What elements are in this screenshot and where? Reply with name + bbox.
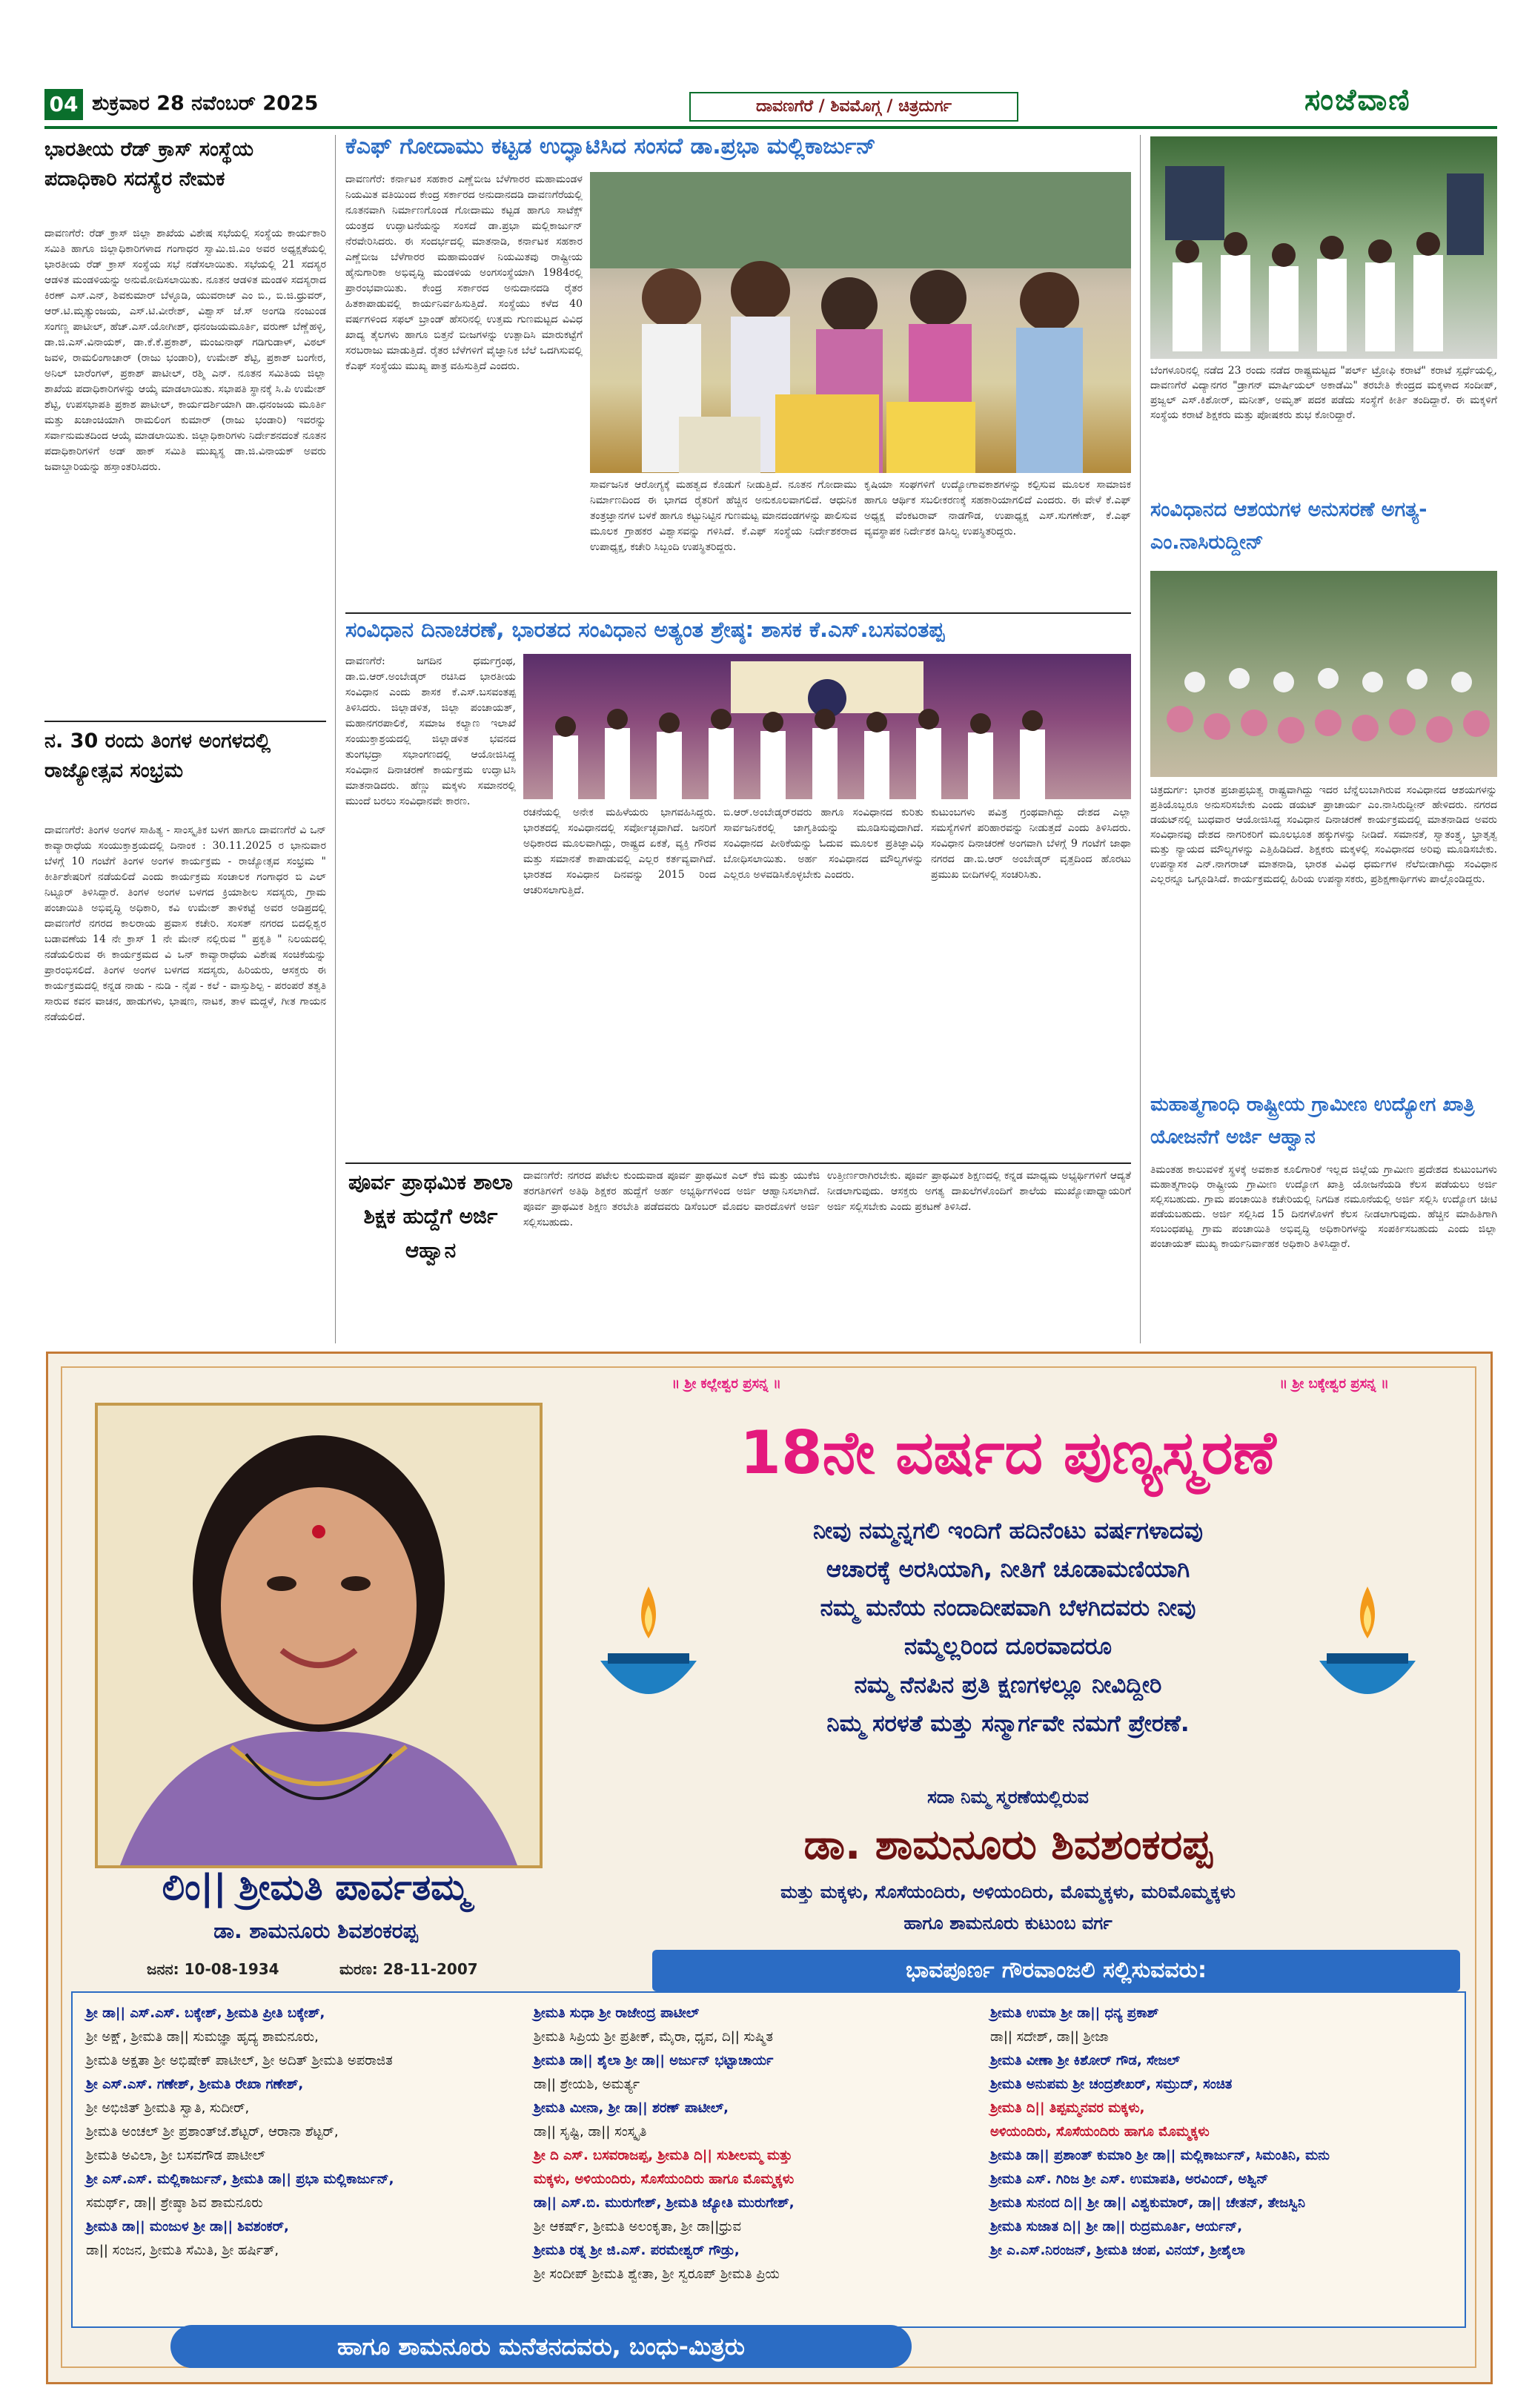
- tribute-column-1: [86, 2002, 523, 2313]
- deceased-spouse: ಡಾ. ಶಾಮನೂರು ಶಿವಶಂಕರಪ್ಪ: [213, 1919, 418, 1943]
- divider: [345, 612, 1131, 614]
- tribute-line: ಶ್ರೀಮತಿ ಮೀನಾ, ಶ್ರೀ ಡಾ|| ಶರಣ್ ಪಾಟೀಲ್,: [534, 2100, 729, 2116]
- lamp-left-icon: [593, 1572, 704, 1720]
- poem-line: ನಿಮ್ಮ ಸರಳತೆ ಮತ್ತು ಸನ್ಮಾರ್ಗವೇ ನಮಗೆ ಪ್ರೇರಣೆ.: [826, 1710, 1190, 1737]
- family-line-2: ಹಾಗೂ ಶಾಮನೂರು ಕುಟುಂಬ ವರ್ಗ: [903, 1913, 1112, 1934]
- karate-photo: [1150, 136, 1497, 359]
- constitution-day-photo: [523, 654, 1131, 799]
- tribute-line: ಶ್ರೀಮತಿ ರತ್ನ ಶ್ರೀ ಜಿ.ಎಸ್. ಪರಮೇಶ್ವರ್ ಗೌಡ್ರು,: [534, 2243, 740, 2258]
- deceased-name: ಲಿಂ|| ಶ್ರೀಮತಿ ಪಾರ್ವತಮ್ಮ: [162, 1867, 470, 1908]
- stage-illustration: [523, 654, 1131, 799]
- tribute-line: ಶ್ರೀಮತಿ ಉಮಾ ಶ್ರೀ ಡಾ|| ಧನ್ಯ ಪ್ರಕಾಶ್: [990, 2005, 1159, 2021]
- headline-red-cross: ಭಾರತೀಯ ರೆಡ್ ಕ್ರಾಸ್ ಸಂಸ್ಥೆಯ ಪದಾಧಿಕಾರಿ ಸದಸ್ಯೆರ ನೇಮಕ: [44, 138, 254, 191]
- tribute-column-3: [990, 2002, 1456, 2313]
- tribute-line: ಸಮರ್ಥ್, ಡಾ|| ಶ್ರೇಷ್ಠಾ ಶಿವ ಶಾಮನೂರು: [86, 2195, 263, 2211]
- portrait: [98, 1406, 540, 1865]
- karate-caption: ಬೆಂಗಳೂರಿನಲ್ಲಿ ನಡೆದ 23 ರಂದು ನಡೆದ ರಾಷ್ಟ್ರಮಟ್ಟದ "ಪರ್ಲ್ ಟ್ರೋಫಿ ಕರಾಟೆ" ಕರಾಟೆ ಸ್ಪರ್ಧೆಯಲ್ಲಿ, ದಾವಣಗೆರೆ ವಿದ್ಯಾನಗರ "ಡ್ರಾಗನ್ ಮಾರ್ಷಿಯಲ್ ಅಕಾಡೆಮಿ" ತರಬೇತಿ ಕೇಂದ್ರದ ಮಕ್ಕಳಾದ ಸಂದೀಪ್, ಪ್ರಜ್ವಲ್ ಎಸ್.ಕಿಶೋರ್, ಮನೀತ್, ಅಮೃತ್ ಪದಕ ಪಡೆದು ಸಂಸ್ಥೆಗೆ ಕೀರ್ತಿ ತಂದಿದ್ದಾರೆ. ಈ ಮಕ್ಕಳಿಗೆ ಸಂಸ್ಥೆಯ ಕರಾಟೆ ಶಿಕ್ಷಕರು ಮತ್ತು ಪೋಷಕರು ಶುಭ ಕೋರಿದ್ದಾರೆ.: [1150, 365, 1501, 421]
- tribute-line: ಶ್ರೀ ಆಕರ್ಷ್, ಶ್ರೀಮತಿ ಅಲಂಕೃತಾ, ಶ್ರೀ ಡಾ||ಧ್ರುವ: [534, 2219, 742, 2235]
- memorial-title: 18ನೇ ವರ್ಷದ ಪುಣ್ಯಸ್ಮರಣೆ: [740, 1418, 1276, 1487]
- poem-line: ನೀವು ನಮ್ಮನ್ನಗಲಿ ಇಂದಿಗೆ ಹದಿನೆಂಟು ವರ್ಷಗಳಾದವು: [812, 1518, 1204, 1544]
- tribute-line: ಶ್ರೀಮತಿ ಅವಿಲಾ, ಶ್ರೀ ಬಸವಗೌಡ ಪಾಟೀಲ್: [86, 2148, 265, 2163]
- masthead-rule: [44, 126, 1497, 129]
- death-date: ಮರಣ: 28-11-2007: [339, 1960, 478, 1978]
- birth-date: ಜನನ: 10-08-1934: [147, 1960, 279, 1978]
- tribute-line: ಶ್ರೀಮತಿ ಸಿಪ್ರಿಯ ಶ್ರೀ ಪ್ರತೀಕ್, ಮೈರಾ, ಧೃವ, ದಿ|| ಸುಷ್ಮಿತ: [534, 2029, 774, 2045]
- page-number: 04: [44, 89, 83, 120]
- divider: [345, 1162, 1131, 1164]
- tribute-line: ಡಾ|| ಸಂಜನ, ಶ್ರೀಮತಿ ಸೆಮಿತಿ, ಶ್ರೀ ಹರ್ಷಿತ್,: [86, 2243, 279, 2258]
- tribute-line: ಶ್ರೀಮತಿ ಸುಜಾತ ದಿ|| ಶ್ರೀ ಡಾ|| ರುದ್ರಮೂರ್ತಿ, ಆರ್ಯನ್,: [990, 2219, 1243, 2235]
- tribute-line: ಡಾ|| ಸೃಷ್ಟಿ, ಡಾ|| ಸಂಸ್ಕೃತಿ: [534, 2124, 647, 2140]
- tribute-line: ಶ್ರೀಮತಿ ಡಾ|| ಪ್ರಶಾಂತ್ ಕುಮಾರಿ ಶ್ರೀ ಡಾ|| ಮಲ್ಲಿಕಾರ್ಜುನ್, ಸಿಮಂತಿನಿ, ಮನು: [990, 2148, 1330, 2163]
- article-primary-teacher-2: ಉತ್ತೀರ್ಣರಾಗಿರಬೇಕು. ಪೂರ್ವ ಪ್ರಾಥಮಿಕ ಶಿಕ್ಷಣದಲ್ಲಿ ಕನ್ನಡ ಮಾಧ್ಯಮ ಅಭ್ಯರ್ಥಿಗಳಿಗೆ ಆದ್ಯತೆ ನೀಡಲಾಗುವುದು. ಆಸಕ್ತರು ಅಗತ್ಯ ದಾಖಲೆಗಳೊಂದಿಗೆ ಶಾಲೆಯ ಮುಖ್ಯೋಪಾಧ್ಯಾಯರಿಗೆ ಅರ್ಜಿ ಸಲ್ಲಿಸಬೇಕು ಎಂದು ಪ್ರಕಟಣೆ ತಿಳಿಸಿದೆ.: [827, 1170, 1135, 1213]
- poem-line: ನಮ್ಮ ಮನೆಯ ನಂದಾದೀಪವಾಗಿ ಬೆಳಗಿದವರು ನೀವು: [820, 1595, 1196, 1621]
- headline-primary-teacher: ಪೂರ್ವ ಪ್ರಾಥಮಿಕ ಶಾಲಾ ಶಿಕ್ಷಕ ಹುದ್ದೆಗೆ ಅರ್ಜಿ ಆಹ್ವಾನ: [348, 1170, 513, 1263]
- tribute-line: ಶ್ರೀ ಎಸ್.ಎಸ್. ಮಲ್ಲಿಕಾರ್ಜುನ್, ಶ್ರೀಮತಿ ಡಾ|| ಪ್ರಭಾ ಮಲ್ಲಿಕಾರ್ಜುನ್,: [86, 2172, 394, 2187]
- issue-date: ಶುಕ್ರವಾರ 28 ನವೆಂಬರ್ 2025: [92, 92, 319, 115]
- headline-mgnrega: ಮಹಾತ್ಮಗಾಂಧಿ ರಾಷ್ಟ್ರೀಯ ಗ್ರಾಮೀಣ ಉದ್ಯೋಗ ಖಾತ್ರಿ ಯೋಜನೆಗೆ ಅರ್ಜಿ ಆಹ್ವಾನ: [1150, 1094, 1475, 1148]
- lifespan: [95, 1956, 537, 1982]
- article-constitution-day: ದಾವಣಗೆರೆ: ಜಗದಿನ ಧರ್ಮಗ್ರಂಥ, ಡಾ.ಬಿ.ಆರ್.ಅಂಬೇಡ್ಕರ್ ರಚಿಸಿದ ಭಾರತೀಯ ಸಂವಿಧಾನ ಎಂದು ಶಾಸಕ ಕೆ.ಎಸ್.ಬಸವಂತಪ್ಪ ತಿಳಿಸಿದರು. ಜಿಲ್ಲಾಡಳಿತ, ಜಿಲ್ಲಾ ಪಂಚಾಯತ್, ಮಹಾನಗರಪಾಲಿಕೆ, ಸಮಾಜ ಕಲ್ಯಾಣ ಇಲಾಖೆ ಸಂಯುಕ್ತಾಶ್ರಯದಲ್ಲಿ ಜಿಲ್ಲಾಡಳಿತ ಭವನದ ತುಂಗಭದ್ರಾ ಸಭಾಂಗಣದಲ್ಲಿ ಆಯೋಜಿಸಿದ್ದ ಸಂವಿಧಾನ ದಿನಾಚರಣೆ ಕಾರ್ಯಕ್ರಮ ಉದ್ಘಾಟಿಸಿ ಮಾತನಾಡಿದರು. ಹೆಣ್ಣು ಮಕ್ಕಳು ಸಮಾನರಲ್ಲಿ ಮುಂದೆ ಬರಲು ಸಂವಿಧಾನವೇ ಕಾರಣ.: [345, 655, 520, 807]
- tribute-line: ಶ್ರೀ ಅಕ್ಷ್, ಶ್ರೀಮತಿ ಡಾ|| ಸುಮಜ್ಞಾ ಹೃದ್ಯ ಶಾಮನೂರು,: [86, 2029, 319, 2045]
- tribute-line: ಶ್ರೀ ಅಭಿಜಿತ್ ಶ್ರೀಮತಿ ಸ್ವಾತಿ, ಸುದೀರ್,: [86, 2100, 250, 2116]
- tribute-line: ಶ್ರೀ ದಿ ಎಸ್. ಬಸವರಾಜಪ್ಪ, ಶ್ರೀಮತಿ ದಿ|| ಸುಶೀಲಮ್ಮ ಮತ್ತು: [534, 2148, 792, 2163]
- article-primary-teacher: ದಾವಣಗೆರೆ: ನಗರದ ಪಟೇಲ ಕುಂದುವಾಡ ಪೂರ್ವ ಪ್ರಾಥಮಿಕ ಎಲ್ ಕೆಜಿ ಮತ್ತು ಯುಕೆಜಿ ತರಗತಿಗಳಿಗೆ ಅತಿಥಿ ಶಿಕ್ಷಕರ ಹುದ್ದೆಗೆ ಅರ್ಹ ಅಭ್ಯರ್ಥಿಗಳಿಂದ ಅರ್ಜಿ ಆಹ್ವಾನಿಸಲಾಗಿದೆ. ಪೂರ್ವ ಪ್ರಾಥಮಿಕ ಶಿಕ್ಷಣ ತರಬೇತಿ ಪಡೆದವರು ಡಿಸೆಂಬರ್ ಮೊದಲ ವಾರದೊಳಗೆ ಅರ್ಜಿ ಸಲ್ಲಿಸಬಹುದು.: [523, 1170, 823, 1228]
- kf-godown-photo: [590, 172, 1131, 473]
- blessing-right: ॥ ಶ್ರೀ ಬಕ್ಕೇಶ್ವರ ಪ್ರಸನ್ನ ॥: [1279, 1376, 1389, 1392]
- nasiruddin-photo: [1150, 571, 1497, 777]
- blessing-left: ॥ ಶ್ರೀ ಕಲ್ಲೇಶ್ವರ ಪ್ರಸನ್ನ ॥: [672, 1376, 781, 1392]
- article-red-cross: ದಾವಣಗೆರೆ: ರೆಡ್ ಕ್ರಾಸ್ ಜಿಲ್ಲಾ ಶಾಖೆಯ ವಿಶೇಷ ಸಭೆಯಲ್ಲಿ ಸಂಸ್ಥೆಯ ಕಾರ್ಯಕಾರಿ ಸಮಿತಿ ಹಾಗೂ ಜಿಲ್ಲಾಧಿಕಾರಿಗಳಾದ ಗಂಗಾಧರ ಸ್ವಾಮಿ.ಜಿ.ಎಂ ಅವರ ಅಧ್ಯಕ್ಷತೆಯಲ್ಲಿ ಭಾರತೀಯ ರೆಡ್ ಕ್ರಾಸ್ ಸಂಸ್ಥೆಯ ಸಭೆ ನಡೆಸಲಾಯಿತು. ಸಭೆಯಲ್ಲಿ 21 ಸದಸ್ಯರ ಆಡಳಿತ ಮಂಡಳಿಯನ್ನು ಅನುಮೋದಿಸಲಾಯಿತು. ನೂತನ ಆಡಳಿತ ಮಂಡಳಿ ಸದಸ್ಯರಾದ ಕಿರಣ್ ಎಸ್.ಎನ್, ಶಿವಕುಮಾರ್ ಬೆಳ್ಳೂಡಿ, ಯುವರಾಜ್ ಎಂ ಬಿ., ಬಿ.ಜಿ.ಧ್ರುವರ್, ಆರ್.ಟಿ.ಮೃತ್ಯುಂಜಯ, ಎಸ್.ಟಿ.ವೀರೇಶ್, ವಿಶ್ವಾಸ್ ಜೆ.ಸ್ ಅಂಗಡಿ ನಂಜುಂಡ ಸಂಗಣ್ಣ ಪಾಟೀಲ್, ಹೆಚ್.ಎಸ್.ಯೋಗೀಶ್, ಧನಂಜಯಮೂರ್ತಿ, ವರುಣ್ ಬೆಣ್ಣೆಹಳ್ಳಿ, ಡಾ.ಜಿ.ಎಸ್.ವಿನಾಯಕ್, ಡಾ.ಕೆ.ಕೆ.ಪ್ರಕಾಶ್, ಮಂಜುನಾಥ್ ಗಡಿಗುಡಾಳ್, ವಿಠಲ್ ಜವಳಿ, ರಾಮಲಿಂಗಾಚಾರ್ (ರಾಜು ಭಂಡಾರಿ), ಉಮೇಶ್ ಶೆಟ್ಟಿ, ಪ್ರಕಾಶ್ ಬಂಗೇರ, ಅನಿಲ್ ಬಾರೆಂಗಳ್, ಪ್ರಕಾಶ್ ಪಾಟೀಲ್, ರಶ್ಮಿ ಎನ್. ನೂತನ ಸಮಿತಿಯ ಜಿಲ್ಲಾ ಶಾಖೆಯ ಪದಾಧಿಕಾರಿಗಳನ್ನು ಆಯ್ಕೆ ಮಾಡಲಾಯಿತು. ಸಭಾಪತಿ ಸ್ಥಾನಕ್ಕೆ ಸಿ.ಪಿ ಉಮೇಶ್ ಶೆಟ್ಟಿ, ಉಪಸಭಾಪತಿ ಪ್ರಕಾಶ ಪಾಟೀಲ್, ಕಾರ್ಯದರ್ಶಿಯಾಗಿ ಡಾ.ಧನಂಜಯ ಮೂರ್ತಿ ಮತ್ತು ಖಜಾಂಚಿಯಾಗಿ ರಾಮಲಿಂಗ ಕುಮಾರ್ (ರಾಜು ಭಂಡಾರಿ) ಇವರನ್ನು ಸರ್ವಾನುಮತದಿಂದ ಆಯ್ಕೆ ಮಾಡಲಾಯಿತು. ಜಿಲ್ಲಾಧಿಕಾರಿಗಳು ನಿರ್ದೇಶನದಂತೆ ನೂತನ ಪದಾಧಿಕಾರಿಗಳಿಗೆ ಅಡ್ ಹಾಕ್ ಸಮಿತಿ ಮುಖ್ಯಸ್ಥ ಡಾ.ಜಿ.ವಿನಾಯಕ್ ಅವರು ಜವಾಬ್ದಾರಿಯನ್ನು ಹಸ್ತಾಂತರಿಸಿದರು.: [44, 228, 330, 473]
- paper-logo: [1304, 83, 1497, 125]
- tribute-line: ಶ್ರೀಮತಿ ಎಸ್. ಗಿರಿಜ ಶ್ರೀ ಎಸ್. ಉಮಾಪತಿ, ಅರವಿಂದ್, ಅಶ್ವಿನ್: [990, 2172, 1269, 2187]
- tribute-line: ಡಾ|| ಸದೇಶ್, ಡಾ|| ಶ್ರೀಜಾ: [990, 2029, 1109, 2045]
- paper-name: ಸಂಜೆವಾಣಿ: [1304, 83, 1411, 117]
- article-rajyotsava: ದಾವಣಗೆರೆ: ತಿಂಗಳ ಅಂಗಳ ಸಾಹಿತ್ಯ - ಸಾಂಸ್ಕೃತಿಕ ಬಳಗ ಹಾಗೂ ದಾವಣಗೆರೆ ವಿ ಒನ್ ಕಾವ್ಯಾರಾಧೆಯ ಸಂಯುಕ್ತಾಶ್ರಯದಲ್ಲಿ ದಿನಾಂಕ : 30.11.2025 ರ ಭಾನುವಾರ ಬೆಳಗ್ಗೆ 10 ಗಂಟೆಗೆ ತಿಂಗಳ ಅಂಗಳ ಕಾರ್ಯಕ್ರಮ - ರಾಜ್ಯೋತ್ಸವ ಸಂಭ್ರಮ " ಕೀರ್ತಿಶೇಷರಿಗೆ ನಡೆಯಲಿದೆ ಎಂದು ಕಾರ್ಯಕ್ರಮ ಸಂಚಾಲಕ ಗಂಗಾಧರ ಬಿ ಎಲ್ ನಿಟ್ಟೂರ್ ತಿಳಿಸಿದ್ದಾರೆ. ತಿಂಗಳ ಅಂಗಳ ಬಳಗದ ಕ್ರಿಯಾಶೀಲ ಸದಸ್ಯರು, ಗ್ರಾಮ ಪಂಚಾಯಿತಿ ಅಭಿವೃದ್ಧಿ ಅಧಿಕಾರಿ, ಕವಿ ಉಮೇಶ್ ತಾಳಿಕಟ್ಟೆ ಅವರ ಅಡಿಪ್ರದಲ್ಲಿ ದಾವಣಗೆರೆ ನಗರದ ಕಾಲರಾಯ ಪ್ರವಾಸ ಕಚೇರಿ. ಸಂಸತ್ ನಗರದ ಬಿದಲ್ಲಿಶ್ವರ ಬಡಾವಣೆಯ 14 ನೇ ಕ್ರಾಸ್ 1 ನೇ ಮೇನ್ ನಲ್ಲಿರುವ " ಪ್ರಕೃತಿ " ನಿಲಯದಲ್ಲಿ ನಡೆಯಲಿರುವ ಈ ಕಾರ್ಯಕ್ರಮದ ವಿ ಒನ್ ಕಾವ್ಯಾರಾಧೆಯ ವಿಶೇಷ ಸಂಚಿಕೆಯನ್ನು ಪ್ರಾರಂಭಿಸಲಿದೆ. ತಿಂಗಳ ಅಂಗಳ ಬಳಗದ ಸದಸ್ಯರು, ಹಿರಿಯರು, ಆಸಕ್ತರು ಈ ಕಾರ್ಯಕ್ರಮದಲ್ಲಿ ಕನ್ನಡ ನಾಡು - ನುಡಿ - ನೈಪ - ಕಲೆ - ವಾಸ್ತುಶಿಲ್ಪ - ಪರಂಪರೆ ತತ್ವತಿ ಸಾರುವ ಕವನ ವಾಚನ, ಹಾಡುಗಳು, ಭಾಷಣ, ನಾಟಕ, ತಾಳ ಮದ್ದಳೆ, ಗೀತ ಗಾಯನ ನಡೆಯಲಿದೆ.: [44, 824, 330, 1023]
- article-kf-godown: ದಾವಣಗೆರೆ: ಕರ್ನಾಟಕ ಸಹಕಾರ ಎಣ್ಣೆಬೀಜ ಬೆಳೆಗಾರರ ಮಹಾಮಂಡಳ ನಿಯಮಿತ ವತಿಯಿಂದ ಕೇಂದ್ರ ಸರ್ಕಾರದ ಅನುದಾನದಡಿ ದಾವಣಗೆರೆಯಲ್ಲಿ ನೂತನವಾಗಿ ನಿರ್ಮಾಣಗೊಂಡ ಗೋದಾಮು ಕಟ್ಟಡ ಹಾಗೂ ಸಾಟೆಕ್ಸ್ ಯಂತ್ರದ ಉದ್ಘಾಟನೆಯನ್ನು ಸಂಸದೆ ಡಾ.ಪ್ರಭಾ ಮಲ್ಲಿಕಾರ್ಜುನ್ ನೆರವೇರಿಸಿದರು. ಈ ಸಂದರ್ಭದಲ್ಲಿ ಮಾತನಾಡಿ, ಕರ್ನಾಟಕ ಸಹಕಾರ ಎಣ್ಣೆಬೀಜ ಬೆಳೆಗಾರರ ಮಹಾಮಂಡಳ ನಿಯಮಿತವು ರಾಷ್ಟ್ರೀಯ ಹೈನುಗಾರಿಕಾ ಅಭಿವೃದ್ಧಿ ಮಂಡಳಿಯ ಅಂಗಸಂಸ್ಥೆಯಾಗಿ 1984ರಲ್ಲಿ ಪ್ರಾರಂಭವಾಯಿತು. ಕೇಂದ್ರ ಸರ್ಕಾರದ ಅನುದಾನದಡಿ ರೈತರ ಹಿತಕಾಪಾಡುವಲ್ಲಿ ಕಾರ್ಯನಿರ್ವಹಿಸುತ್ತಿದೆ. ಸಂಸ್ಥೆಯು ಕಳೆದ 40 ವರ್ಷಗಳಿಂದ ಸಫಲ್ ಬ್ರಾಂಡ್ ಹೆಸರಿನಲ್ಲಿ ಉತ್ತಮ ಗುಣಮಟ್ಟದ ವಿವಿಧ ಖಾದ್ಯ ತೈಲಗಳು ಹಾಗೂ ಬಿತ್ತನೆ ಬೀಜಗಳನ್ನು ಉತ್ಪಾದಿಸಿ ಮಾರುಕಟ್ಟೆಗೆ ಸರಬರಾಜು ಮಾಡುತ್ತಿದೆ. ರೈತರ ಬೆಳೆಗಳಿಗೆ ವೈಜ್ಞಾನಿಕ ಬೆಲೆ ಒದಗಿಸುವಲ್ಲಿ ಕೆಎಫ್ ಸಂಸ್ಥೆಯು ಮುಖ್ಯ ಪಾತ್ರ ವಹಿಸುತ್ತಿದೆ ಎಂದರು.: [345, 173, 586, 372]
- tribute-line: ಶ್ರೀಮತಿ ದಿ|| ತಿಪ್ಪಮ್ಮನವರ ಮಕ್ಕಳು,: [990, 2100, 1145, 2116]
- tribute-line: ಶ್ರೀಮತಿ ಸುನಂದ ದಿ|| ಶ್ರೀ ಡಾ|| ವಿಶ್ವಕುಮಾರ್, ಡಾ|| ಚೇತನ್, ತೇಜಸ್ವಿನಿ: [990, 2195, 1306, 2211]
- poem-line: ನಮ್ಮ ನೆನಪಿನ ಪ್ರತಿ ಕ್ಷಣಗಳಲ್ಲೂ ನೀವಿದ್ದೀರಿ: [854, 1672, 1162, 1698]
- tribute-line: ಶ್ರೀಮತಿ ಡಾ|| ಶೈಲಾ ಶ್ರೀ ಡಾ|| ಅರ್ಜುನ್ ಭಟ್ಟಾಚಾರ್ಯ: [534, 2053, 774, 2068]
- karate-illustration: [1150, 136, 1497, 359]
- article-mgnrega: ತಿಮಂತಹ ಕಾಲುವಳಿಕೆ ಸ್ಥಳಕ್ಕೆ ಅವಕಾಶ ಕೂಲಿಗಾರಿಕೆ ಇಲ್ಲದ ಜಿಲ್ಲೆಯ ಗ್ರಾಮೀಣ ಪ್ರದೇಶದ ಕುಟುಂಬಗಳು ಮಹಾತ್ಮಗಾಂಧಿ ರಾಷ್ಟ್ರೀಯ ಗ್ರಾಮೀಣ ಉದ್ಯೋಗ ಖಾತ್ರಿ ಯೋಜನೆಯಡಿ ಕೆಲಸ ಪಡೆಯಲು ಅರ್ಜಿ ಸಲ್ಲಿಸಬಹುದು. ಗ್ರಾಮ ಪಂಚಾಯಿತಿ ಕಚೇರಿಯಲ್ಲಿ ನಿಗದಿತ ನಮೂನೆಯಲ್ಲಿ ಅರ್ಜಿ ಸಲ್ಲಿಸಿ ಉದ್ಯೋಗ ಚೀಟಿ ಪಡೆಯಬಹುದು. ಅರ್ಜಿ ಸಲ್ಲಿಸಿದ 15 ದಿನಗಳೊಳಗೆ ಕೆಲಸ ನೀಡಲಾಗುವುದು. ಹೆಚ್ಚಿನ ಮಾಹಿತಿಗಾಗಿ ಸಂಬಂಧಪಟ್ಟ ಗ್ರಾಮ ಪಂಚಾಯಿತಿ ಅಭಿವೃದ್ಧಿ ಅಧಿಕಾರಿಗಳನ್ನು ಸಂಪರ್ಕಿಸಬಹುದು ಎಂದು ಜಿಲ್ಲಾ ಪಂಚಾಯತ್ ಮುಖ್ಯ ಕಾರ್ಯನಿರ್ವಾಹಕ ಅಧಿಕಾರಿ ತಿಳಿಸಿದ್ದಾರೆ.: [1150, 1164, 1501, 1250]
- tribute-line: ಶ್ರೀಮತಿ ವೀಣಾ ಶ್ರೀ ಕಿಶೋರ್ ಗೌಡ, ಸೇಜಲ್: [990, 2053, 1181, 2068]
- remembrance-line: ಸದಾ ನಿಮ್ಮ ಸ್ಮರಣೆಯಲ್ಲಿರುವ: [927, 1787, 1089, 1807]
- lamp-right-icon: [1312, 1572, 1423, 1720]
- tribute-line: ಶ್ರೀ ಎಸ್.ಎಸ್. ಗಣೇಶ್, ಶ್ರೀಮತಿ ರೇಖಾ ಗಣೇಶ್,: [86, 2077, 304, 2092]
- tribute-line: ಶ್ರೀಮತಿ ಅಂಚಲ್ ಶ್ರೀ ಪ್ರಶಾಂತ್‌ಜೆ.ಶೆಟ್ಟರ್, ಆರಾನಾ ಶೆಟ್ಟರ್,: [86, 2124, 339, 2140]
- tribute-line: ಅಳಿಯಂದಿರು, ಸೊಸೆಯಂದಿರು ಹಾಗೂ ಮೊಮ್ಮಕ್ಕಳು: [990, 2124, 1210, 2140]
- column-rule: [335, 135, 336, 1343]
- tribute-line: ಶ್ರೀ ಡಾ|| ಎಸ್.ಎಸ್. ಬಕ್ಕೇಶ್, ಶ್ರೀಮತಿ ಪ್ರೀತಿ ಬಕ್ಕೇಶ್,: [86, 2005, 325, 2021]
- divider: [44, 721, 326, 722]
- portrait-frame: [95, 1403, 543, 1868]
- tribute-line: ಡಾ|| ಶ್ರೇಯಶಿ, ಅಮರ್ತ್ಯ: [534, 2077, 640, 2092]
- tribute-line: ಶ್ರೀ ಎ.ಎಸ್.ನಿರಂಜನ್, ಶ್ರೀಮತಿ ಚಂಪ, ವಿನಯ್, ಶ್ರೀಶೈಲಾ: [990, 2243, 1245, 2258]
- tribute-line: ಡಾ|| ಎಸ್.ಬಿ. ಮುರುಗೇಶ್, ಶ್ರೀಮತಿ ಜ್ಯೋತಿ ಮುರುಗೇಶ್,: [534, 2195, 795, 2211]
- tribute-line: ಶ್ರೀ ಸಂದೀಪ್ ಶ್ರೀಮತಿ ಶ್ವೇತಾ, ಶ್ರೀ ಸ್ವರೂಪ್ ಶ್ರೀಮತಿ ಪ್ರಿಯ: [534, 2266, 780, 2282]
- headline-rajyotsava: ನ. 30 ರಂದು ತಿಂಗಳ ಅಂಗಳದಲ್ಲಿ ರಾಜ್ಯೋತ್ಸವ ಸಂಭ್ರಮ: [44, 730, 271, 782]
- family-head: ಡಾ. ಶಾಮನೂರು ಶಿವಶಂಕರಪ್ಪ: [803, 1821, 1213, 1869]
- tribute-line: ಶ್ರೀಮತಿ ಸುಧಾ ಶ್ರೀ ರಾಜೇಂದ್ರ ಪಾಟೀಲ್: [534, 2005, 700, 2021]
- tribute-footer: ಹಾಗೂ ಶಾಮನೂರು ಮನೆತನದವರು, ಬಂಧು-ಮಿತ್ರರು: [170, 2325, 912, 2368]
- headline-constitution-day: ಸಂವಿಧಾನ ದಿನಾಚರಣೆ, ಭಾರತದ ಸಂವಿಧಾನ ಅತ್ಯಂತ ಶ್ರೇಷ್ಠ: ಶಾಸಕ ಕೆ.ಎಸ್.ಬಸವಂತಪ್ಪ: [345, 617, 945, 642]
- headline-kf-godown: ಕೆಎಫ್ ಗೋದಾಮು ಕಟ್ಟಡ ಉದ್ಘಾಟಿಸಿದ ಸಂಸದೆ ಡಾ.ಪ್ರಭಾ ಮಲ್ಲಿಕಾರ್ಜುನ್: [345, 133, 876, 159]
- column-rule: [1140, 135, 1141, 1343]
- tribute-line: ಶ್ರೀಮತಿ ಅನುಪಮ ಶ್ರೀ ಚಂದ್ರಶೇಖರ್, ಸಮ್ರುದ್, ಸಂಚಿತ: [990, 2077, 1233, 2092]
- headline-nasiruddin: ಸಂವಿಧಾನದ ಆಶಯಗಳ ಅನುಸರಣೆ ಅಗತ್ಯ-ಎಂ.ನಾಸಿರುದ್ದೀನ್: [1150, 498, 1427, 554]
- section-names: ದಾವಣಗೆರೆ / ಶಿವಮೊಗ್ಗ / ಚಿತ್ರದುರ್ಗ: [689, 92, 1018, 122]
- tribute-column-2: [534, 2002, 978, 2313]
- article-constitution-day-2: ರಚನೆಯಲ್ಲಿ ಅನೇಕ ಮಹಿಳೆಯರು ಭಾಗವಹಿಸಿದ್ದರು. ಭಾರತದಲ್ಲಿ ಸಂವಿಧಾನದಲ್ಲಿ ಸರ್ವೋಚ್ಛವಾಗಿದೆ. ಜನರಿಗೆ ಅಧಿಕಾರದ ಮೂಲವಾಗಿದ್ದು, ರಾಷ್ಟ್ರದ ಏಕತೆ, ವ್ಯಕ್ತಿ ಗೌರವ ಮತ್ತು ಸಮಾನತೆ ಕಾಪಾಡುವಲ್ಲಿ ಎಲ್ಲರ ಕರ್ತವ್ಯವಾಗಿದೆ. ಭಾರತದ ಸಂವಿಧಾನ ದಿನವನ್ನು 2015 ರಿಂದ ಆಚರಿಸಲಾಗುತ್ತಿದೆ.: [523, 807, 720, 896]
- tribute-line: ಶ್ರೀಮತಿ ಅಕ್ಷತಾ ಶ್ರೀ ಅಭಿಷೇಕ್ ಪಾಟೀಲ್, ಶ್ರೀ ಅದಿತ್ ಶ್ರೀಮತಿ ಅಪರಾಜಿತ: [86, 2053, 393, 2068]
- photo-illustration: [590, 172, 1131, 473]
- article-kf-godown-2: ಸಾರ್ವಜನಿಕ ಆರೋಗ್ಯಕ್ಕೆ ಮಹತ್ವದ ಕೊಡುಗೆ ನೀಡುತ್ತಿದೆ. ನೂತನ ಗೋದಾಮು ನಿರ್ಮಾಣದಿಂದ ಈ ಭಾಗದ ರೈತರಿಗೆ ಹೆಚ್ಚಿನ ಅನುಕೂಲವಾಗಲಿದೆ. ಆಧುನಿಕ ತಂತ್ರಜ್ಞಾನಗಳ ಬಳಕೆ ಹಾಗೂ ಕಟ್ಟುನಿಟ್ಟಿನ ಗುಣಮಟ್ಟ ಮಾನದಂಡಗಳನ್ನು ಪಾಲಿಸುವ ಮೂಲಕ ಗ್ರಾಹಕರ ವಿಶ್ವಾಸವನ್ನು ಗಳಿಸಿದೆ. ಕೆ.ಎಫ್ ಸಂಸ್ಥೆಯ ನಿರ್ದೇಶಕರಾದ ಉಪಾಧ್ಯಕ್ಷ, ಕಚೇರಿ ಸಿಬ್ಬಂದಿ ಉಪಸ್ಥಿತರಿದ್ದರು.: [590, 479, 860, 553]
- family-line-1: ಮತ್ತು ಮಕ್ಕಳು, ಸೊಸೆಯಂದಿರು, ಅಳಿಯಂದಿರು, ಮೊಮ್ಮಕ್ಕಳು, ಮರಿಮೊಮ್ಮಕ್ಕಳು: [780, 1882, 1236, 1902]
- tribute-header: ಭಾವಪೂರ್ಣ ಗೌರವಾಂಜಲಿ ಸಲ್ಲಿಸುವವರು:: [652, 1950, 1460, 1991]
- poem-line: ನಮ್ಮೆಲ್ಲರಿಂದ ದೂರವಾದರೂ: [903, 1633, 1112, 1660]
- article-kf-godown-3: ಕೃಷಿಯಾ ಸಂಘಗಳಿಗೆ ಉದ್ಯೋಗಾವಕಾಶಗಳನ್ನು ಕಲ್ಪಿಸುವ ಮೂಲಕ ಸಾಮಾಜಿಕ ಹಾಗೂ ಆರ್ಥಿಕ ಸಬಲೀಕರಣಕ್ಕೆ ಸಹಕಾರಿಯಾಗಲಿದೆ ಎಂದರು. ಈ ವೇಳೆ ಕೆ.ಎಫ್ ಅಧ್ಯಕ್ಷ ವೆಂಕಟರಾವ್ ನಾಡಗೌಡ, ಉಪಾಧ್ಯಕ್ಷ ಎಸ್.ಸುಗಣೇಶ್, ಕೆ.ಎಫ್ ವ್ಯವಸ್ಥಾಪಕ ನಿರ್ದೇಶಕ ಡಿಸಿಲ್ವ ಉಪಸ್ಥಿತರಿದ್ದರು.: [864, 479, 1135, 538]
- article-nasiruddin: ಚಿತ್ರದುರ್ಗ: ಭಾರತ ಪ್ರಜಾಪ್ರಭುತ್ವ ರಾಷ್ಟ್ರವಾಗಿದ್ದು ಇದರ ಬೆನ್ನೆಲುಬಾಗಿರುವ ಸಂವಿಧಾನದ ಆಶಯಗಳನ್ನು ಪ್ರತಿಯೊಬ್ಬರೂ ಅನುಸರಿಸಬೇಕು ಎಂದು ಡಯಟ್ ಪ್ರಾಚಾರ್ಯ ಎಂ.ನಾಸಿರುದ್ದೀನ್ ಹೇಳಿದರು. ನಗರದ ಡಯಟ್‌ನಲ್ಲಿ ಬುಧವಾರ ಆಯೋಜಿಸಿದ್ದ ಸಂವಿಧಾನ ದಿನಾಚರಣೆ ಕಾರ್ಯಕ್ರಮದಲ್ಲಿ ಮಾತನಾಡಿದ ಅವರು ಸಂವಿಧಾನವು ದೇಶದ ನಾಗರಿಕರಿಗೆ ಮೂಲಭೂತ ಹಕ್ಕುಗಳನ್ನು ನೀಡಿದೆ. ಸಮಾನತೆ, ಸ್ವಾತಂತ್ರ್ಯ, ಭ್ರಾತೃತ್ವ ಮತ್ತು ನ್ಯಾಯದ ಮೌಲ್ಯಗಳನ್ನು ಎತ್ತಿಹಿಡಿದಿದೆ. ಶಿಕ್ಷಕರು ಮಕ್ಕಳಲ್ಲಿ ಸಂವಿಧಾನದ ಅರಿವು ಮೂಡಿಸಬೇಕು. ಉಪನ್ಯಾಸಕ ಎನ್.ನಾಗರಾಜ್ ಮಾತನಾಡಿ, ಭಾರತ ವಿವಿಧ ಧರ್ಮಗಳ ನೆಲೆಬೀಡಾಗಿದ್ದು ಸಂವಿಧಾನ ಎಲ್ಲರನ್ನೂ ಒಗ್ಗೂಡಿಸಿದೆ. ಕಾರ್ಯಕ್ರಮದಲ್ಲಿ ಹಿರಿಯ ಉಪನ್ಯಾಸಕರು, ಪ್ರಶಿಕ್ಷಣಾರ್ಥಿಗಳು ಪಾಲ್ಗೊಂಡಿದ್ದರು.: [1150, 784, 1501, 885]
- tribute-line: ಮಕ್ಕಳು, ಅಳಿಯಂದಿರು, ಸೊಸೆಯಂದಿರು ಹಾಗೂ ಮೊಮ್ಮಕ್ಕಳು: [534, 2172, 795, 2187]
- article-constitution-day-3: ಬಿ.ಆರ್.ಅಂಬೇಡ್ಕರ್‌ರವರು ಹಾಗೂ ಸಂವಿಧಾನದ ಕುರಿತು ಸಾರ್ವಜನಿಕರಲ್ಲಿ ಜಾಗೃತಿಯನ್ನು ಮೂಡಿಸುವುದಾಗಿದೆ. ಸಂವಿಧಾನದ ಪೀಠಿಕೆಯನ್ನು ಓದುವ ಮೂಲಕ ಪ್ರತಿಜ್ಞಾವಿಧಿ ಬೋಧಿಸಲಾಯಿತು. ಅರ್ಹ ಸಂವಿಧಾನದ ಮೌಲ್ಯಗಳನ್ನು ಎಲ್ಲರೂ ಅಳವಡಿಸಿಕೊಳ್ಳಬೇಕು ಎಂದರು.: [723, 807, 927, 881]
- article-constitution-day-4: ಕುಟುಂಬಗಳು ಪವಿತ್ರ ಗ್ರಂಥವಾಗಿದ್ದು ದೇಶದ ಎಲ್ಲಾ ಸಮಸ್ಯೆಗಳಿಗೆ ಪರಿಹಾರವನ್ನು ನೀಡುತ್ತದೆ ಎಂದು ತಿಳಿಸಿದರು. ಸಂವಿಧಾನ ದಿನಾಚರಣೆ ಅಂಗವಾಗಿ ಬೆಳಗ್ಗೆ 9 ಗಂಟೆಗೆ ಜಾಥಾ ನಗರದ ಡಾ.ಬಿ.ಆರ್ ಅಂಬೇಡ್ಕರ್ ವೃತ್ತದಿಂದ ಹೊರಟು ಪ್ರಮುಖ ಬೀದಿಗಳಲ್ಲಿ ಸಂಚರಿಸಿತು.: [931, 807, 1135, 881]
- crowd-illustration: [1150, 571, 1497, 777]
- tribute-line: ಶ್ರೀಮತಿ ಡಾ|| ಮಂಜುಳ ಶ್ರೀ ಡಾ|| ಶಿವಶಂಕರ್,: [86, 2219, 289, 2235]
- poem-line: ಆಚಾರಕ್ಕೆ ಅರಸಿಯಾಗಿ, ನೀತಿಗೆ ಚೂಡಾಮಣಿಯಾಗಿ: [826, 1556, 1190, 1583]
